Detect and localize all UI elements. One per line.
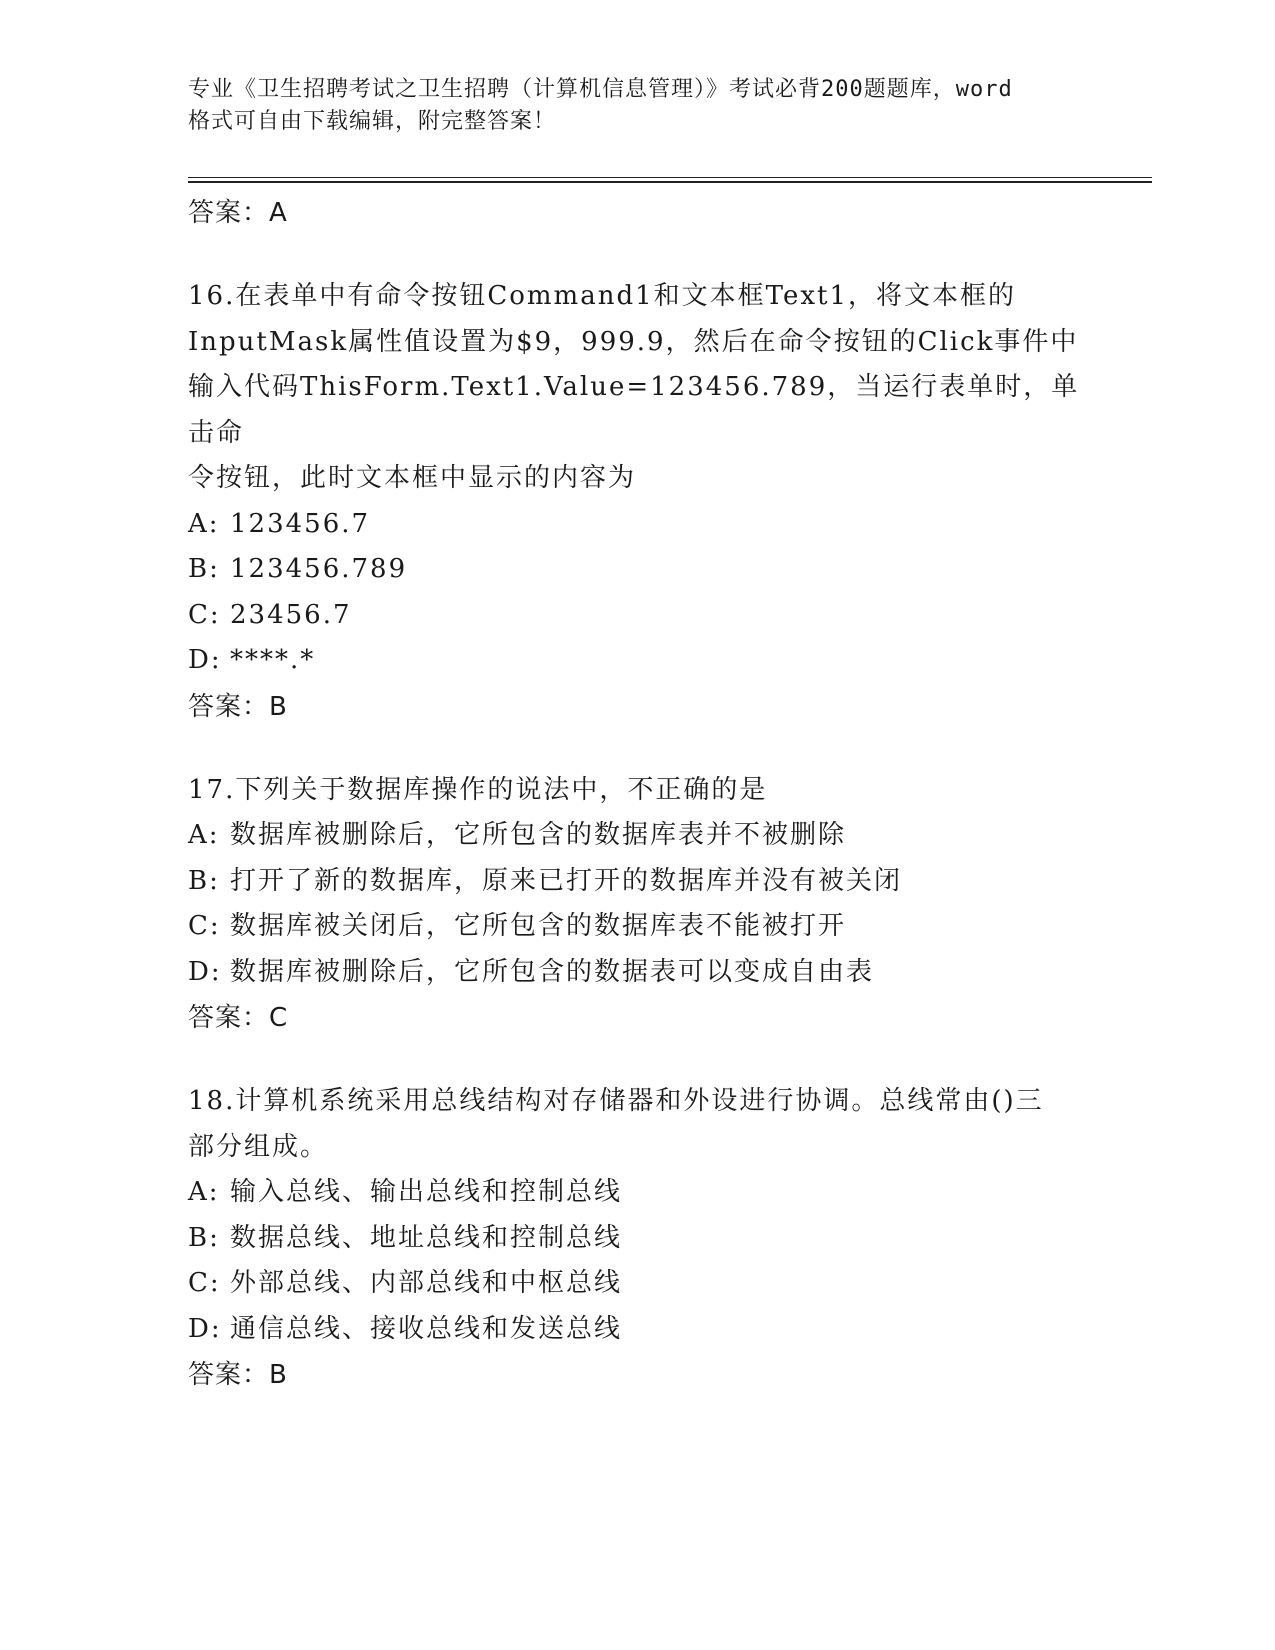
- option-key: D:: [188, 645, 222, 675]
- question-list: [188, 190, 1088, 1398]
- option-key: A:: [188, 820, 220, 850]
- question-18: [188, 1079, 1088, 1398]
- option-text: 通信总线、接收总线和发送总线: [230, 1313, 623, 1344]
- option-key: B:: [188, 554, 220, 584]
- option-d: [188, 638, 1088, 684]
- header-divider: [188, 177, 1152, 178]
- header-line: 格式可自由下载编辑，附完整答案！: [188, 109, 557, 134]
- option-text: 数据库被删除后，它所包含的数据表可以变成自由表: [230, 956, 875, 987]
- option-c: [188, 593, 1088, 639]
- option-key: C:: [188, 1268, 221, 1298]
- option-c: [188, 904, 1088, 950]
- option-a: [188, 1170, 1088, 1216]
- question-stem: 18.计算机系统采用总线结构对存储器和外设进行协调。总线常由()三: [188, 1086, 1044, 1116]
- answer: 答案：C: [188, 1003, 289, 1033]
- option-key: C:: [188, 911, 221, 941]
- option-d: [188, 1307, 1088, 1353]
- option-a: [188, 502, 1088, 548]
- answer: 答案：B: [188, 691, 288, 722]
- option-text: 123456.789: [230, 554, 408, 584]
- option-text: ****.*: [230, 645, 316, 675]
- option-text: 打开了新的数据库，原来已打开的数据库并没有被关闭: [230, 865, 903, 896]
- option-key: A:: [188, 1177, 220, 1207]
- option-b: [188, 859, 1088, 905]
- option-d: [188, 950, 1088, 996]
- option-b: [188, 547, 1088, 593]
- option-key: D:: [188, 956, 222, 987]
- previous-answer: 答案：A: [188, 198, 288, 228]
- option-b: [188, 1216, 1088, 1262]
- option-text: 数据库被关闭后，它所包含的数据库表不能被打开: [230, 911, 847, 941]
- question-17: [188, 768, 1088, 1042]
- header-line: 专业《卫生招聘考试之卫生招聘（计算机信息管理）》考试必背200题题库，word: [188, 77, 1013, 102]
- option-text: 数据库被删除后，它所包含的数据库表并不被删除: [230, 820, 847, 850]
- option-text: 外部总线、内部总线和中枢总线: [230, 1268, 623, 1298]
- document-header: [188, 74, 1088, 138]
- header-divider: [188, 181, 1152, 183]
- answer: 答案：B: [188, 1360, 288, 1390]
- question-stem: InputMask属性值设置为$9，999.9，然后在命令按钮的Click事件中: [188, 326, 1079, 357]
- question-stem: 16.在表单中有命令按钮Command1和文本框Text1，将文本框的: [188, 281, 1016, 311]
- option-key: C:: [188, 599, 221, 630]
- question-stem: 17.下列关于数据库操作的说法中，不正确的是: [188, 774, 768, 805]
- option-text: 123456.7: [230, 508, 371, 539]
- option-text: 数据总线、地址总线和控制总线: [230, 1222, 623, 1253]
- option-key: D:: [188, 1313, 222, 1344]
- option-text: 23456.7: [230, 599, 352, 630]
- question-16: [188, 274, 1088, 730]
- question-stem: 输入代码ThisForm.Text1.Value=123456.789，当运行表单时，单击命: [188, 372, 1080, 448]
- option-c: [188, 1261, 1088, 1307]
- question-stem: 部分组成。: [188, 1131, 329, 1162]
- question-stem: 令按钮，此时文本框中显示的内容为: [188, 463, 637, 493]
- option-key: B:: [188, 1222, 220, 1253]
- option-key: A:: [188, 508, 220, 539]
- option-key: B:: [188, 865, 220, 896]
- option-text: 输入总线、输出总线和控制总线: [230, 1177, 623, 1207]
- option-a: [188, 813, 1088, 859]
